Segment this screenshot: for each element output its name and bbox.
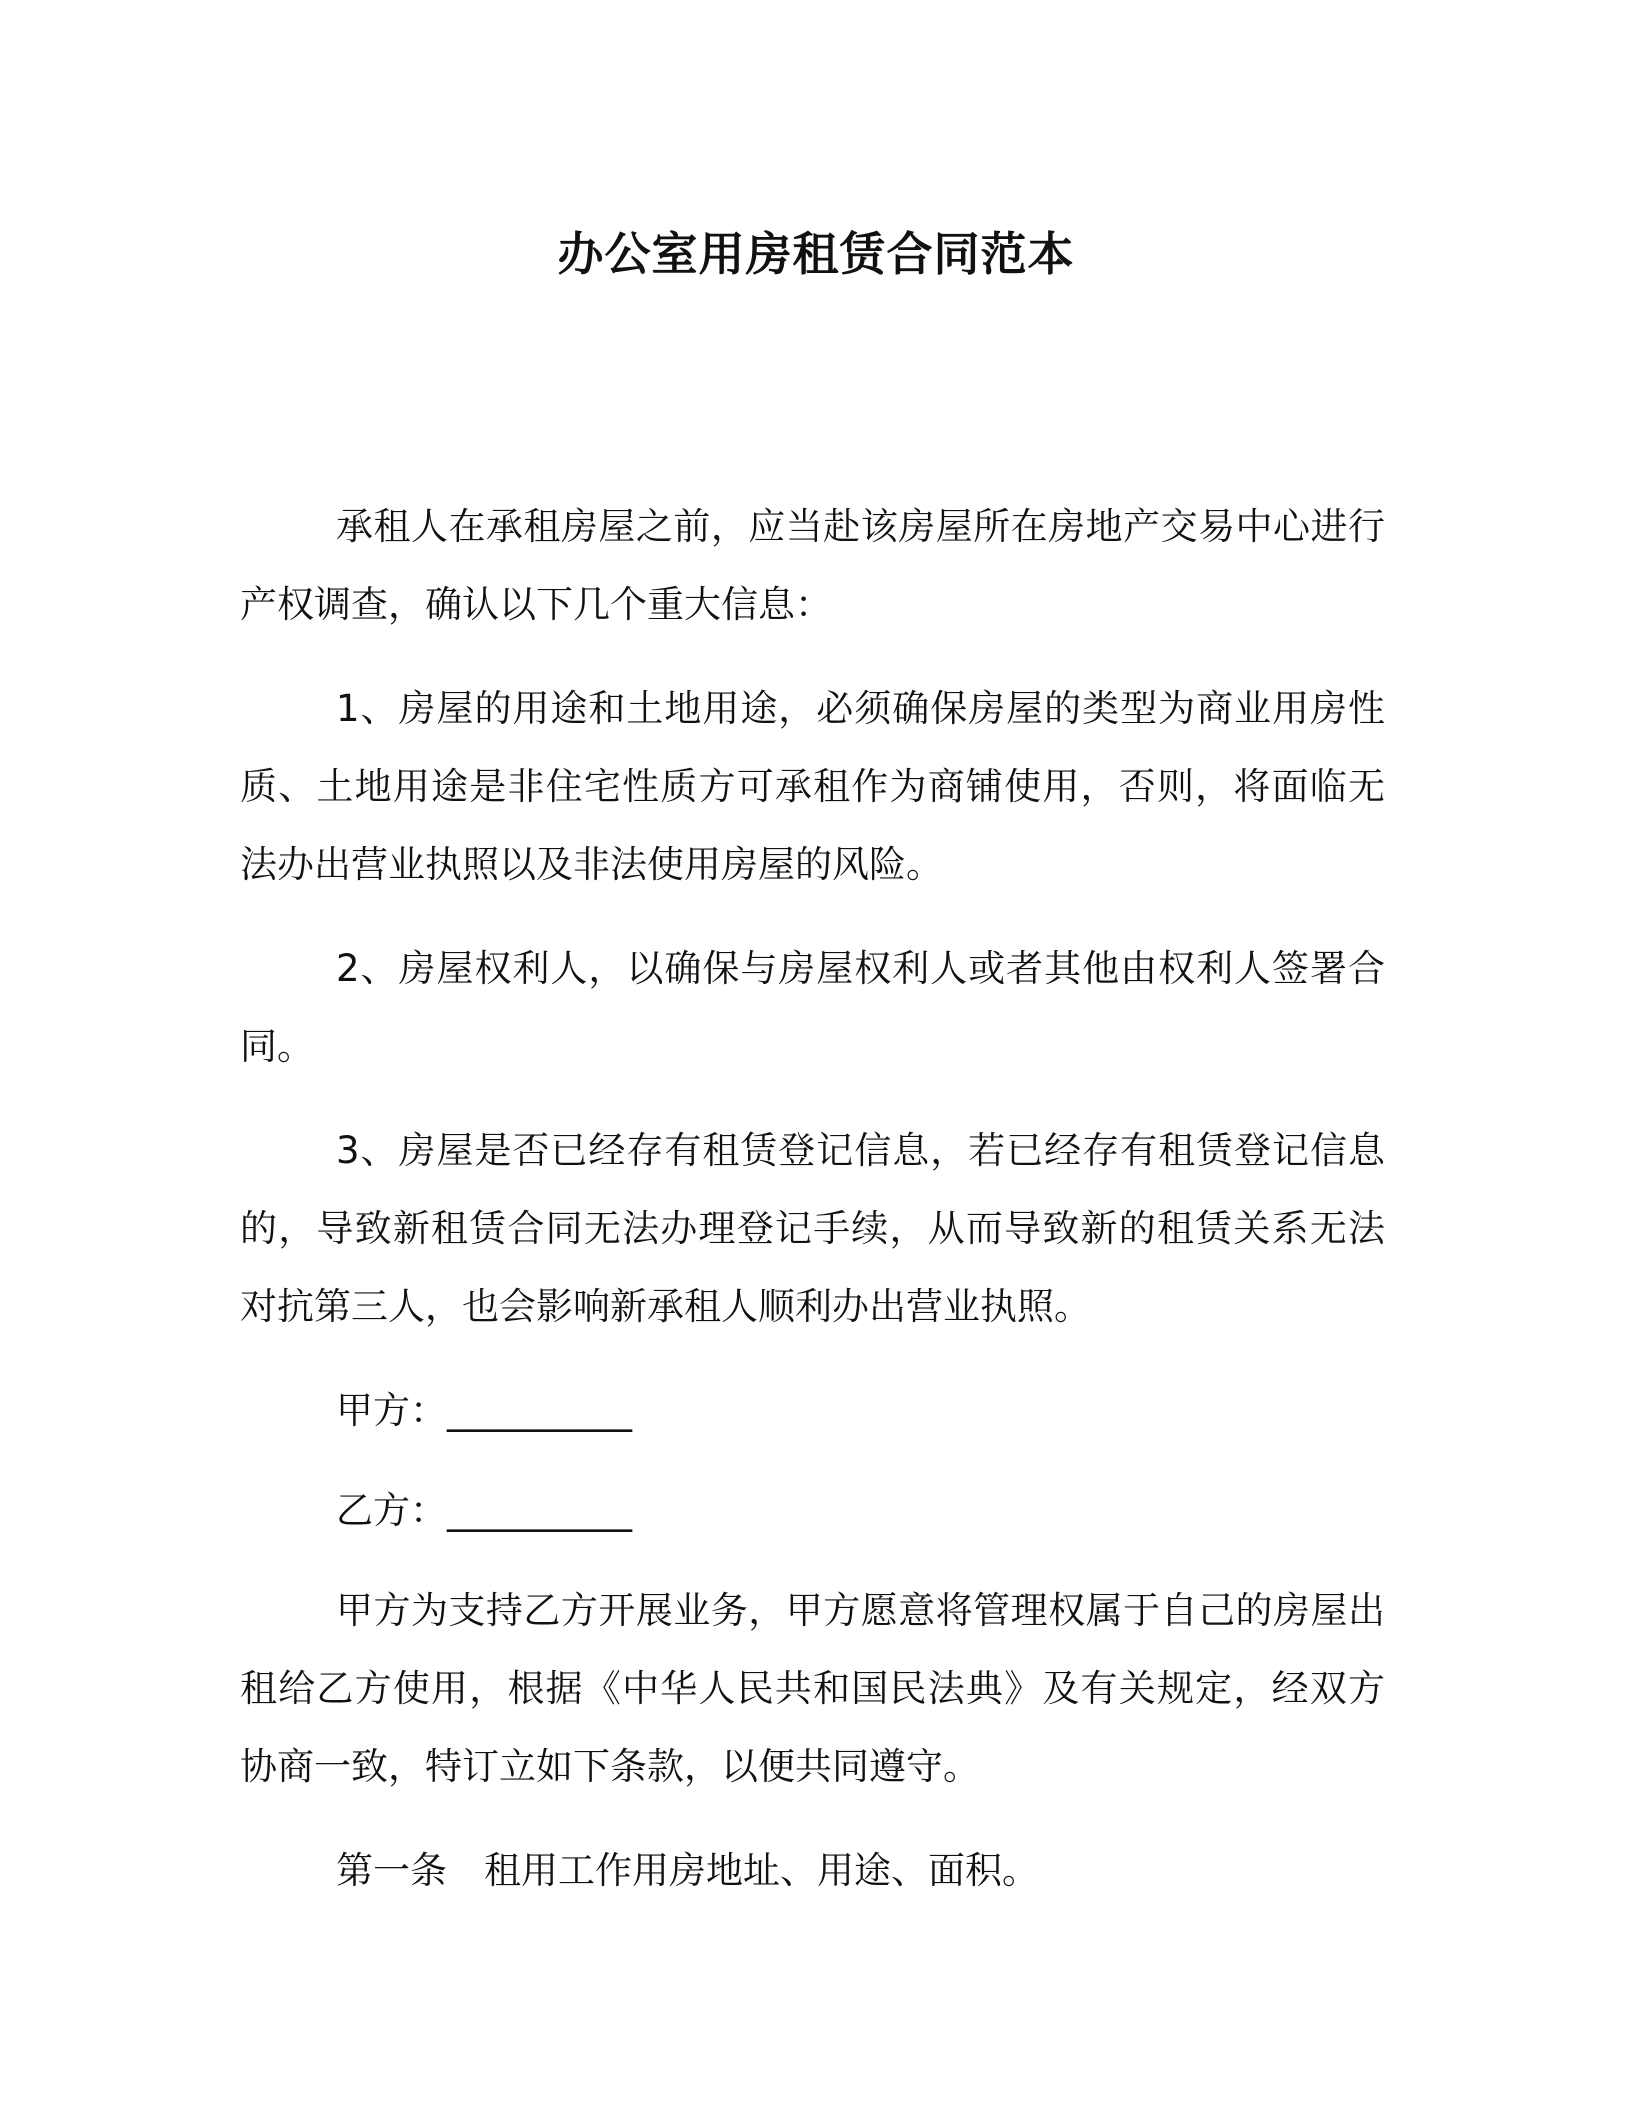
document-title: 办公室用房租赁合同范本 [557, 227, 1075, 281]
party-b-label: 乙方： [336, 1489, 447, 1532]
party-b-line [240, 1472, 1385, 1550]
party-a-line [240, 1372, 1385, 1450]
item-3-paragraph: 3、房屋是否已经存有租赁登记信息，若已经存有租赁登记信息的，导致新租赁合同无法办理登记手续，从而导致新的租赁关系无法对抗第三人，也会影响新承租人顺利办出营业执照。 [240, 1129, 1385, 1328]
party-a-label: 甲方： [336, 1389, 447, 1432]
agreement-paragraph: 甲方为支持乙方开展业务，甲方愿意将管理权属于自己的房屋出租给乙方使用，根据《中华人民共和国民法典》及有关规定，经双方协商一致，特订立如下条款，以便共同遵守。 [240, 1589, 1385, 1788]
article-1-heading: 第一条 租用工作用房地址、用途、面积。 [336, 1849, 1039, 1892]
item-1-paragraph: 1、房屋的用途和土地用途，必须确保房屋的类型为商业用房性质、土地用途是非住宅性质方可承租作为商铺使用，否则，将面临无法办出营业执照以及非法使用房屋的风险。 [240, 687, 1385, 886]
intro-paragraph: 承租人在承租房屋之前，应当赴该房屋所在房地产交易中心进行产权调查，确认以下几个重大信息： [240, 505, 1385, 626]
party-a-blank: __________ [447, 1389, 632, 1432]
party-b-blank: __________ [447, 1489, 632, 1532]
item-2-paragraph: 2、房屋权利人，以确保与房屋权利人或者其他由权利人签署合同。 [240, 947, 1385, 1068]
document-body [240, 488, 1385, 1936]
